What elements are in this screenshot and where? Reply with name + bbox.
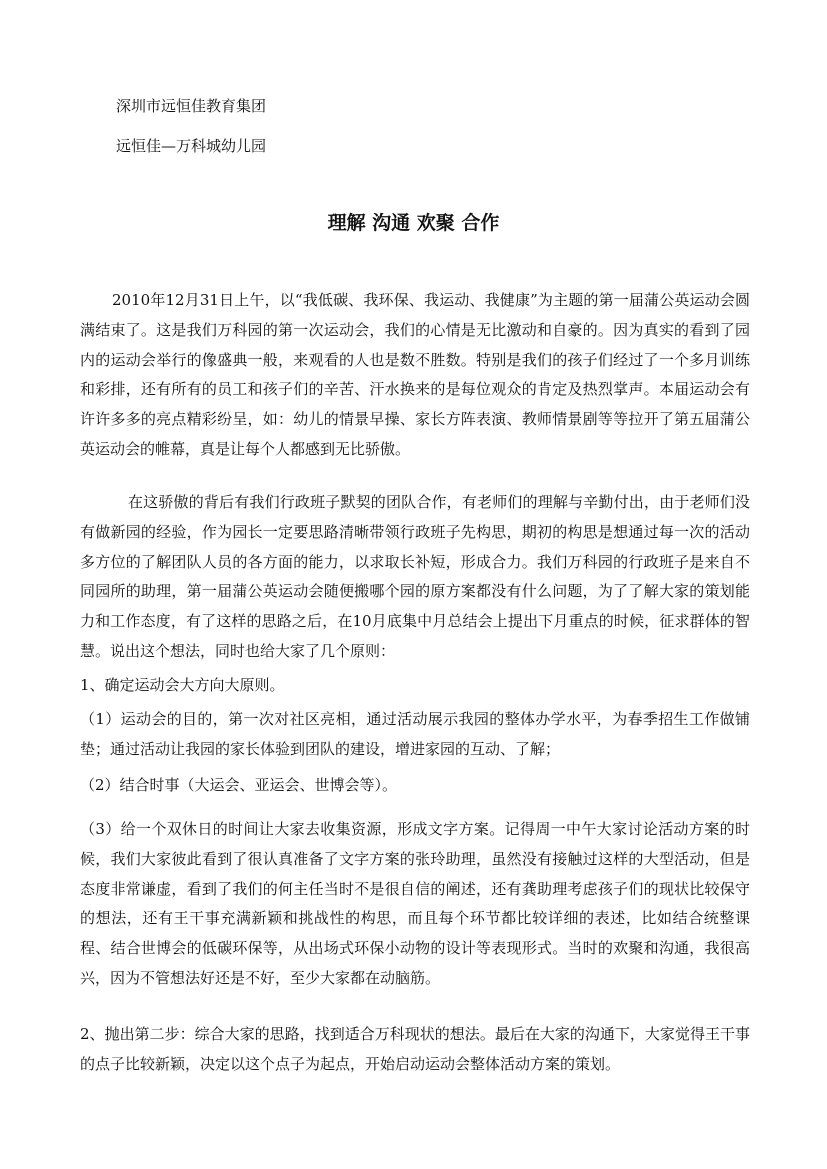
principle-1-item-1: （1）运动会的目的，第一次对社区亮相，通过活动展示我园的整体办学水平，为春季招生工作做铺垫；通过活动让我园的家长体验到团队的建设，增进家园的互动、了解；: [80, 710, 750, 758]
document-title: 理解 沟通 欢聚 合作: [327, 212, 500, 234]
principle-2-paragraph: 2、抛出第二步：综合大家的思路，找到适合万科现状的想法。最后在大家的沟通下，大家觉得王干事的点子比较新颖，决定以这个点子为起点，开始启动运动会整体活动方案的策划。: [80, 1025, 750, 1073]
organization-name: 深圳市远恒佳教育集团: [116, 97, 267, 115]
principle-1-item-3: （3）给一个双休日的时间让大家去收集资源，形成文字方案。记得周一中午大家讨论活动方案的时候，我们大家彼此看到了很认真准备了文字方案的张玲助理，虽然没有接触过这样的大型活动，但是态度非常谦虚，看到了我们的何主任当时不是很自信的阐述，还有龚助理考虑孩子们的现状比较保守的想法，还有王干事充满新颖和挑战性的构思，而且每个环节都比较详细的表述，比如结合统整课程、结合世博会的低碳环保等，从出场式环保小动物的设计等表现形式。当时的欢聚和沟通，我很高兴，因为不管想法好还是不好，至少大家都在动脑筋。: [80, 820, 750, 987]
paragraph-teamwork: 在这骄傲的背后有我们行政班子默契的团队合作，有老师们的理解与辛勤付出，由于老师们没有做新园的经验，作为园长一定要思路清晰带领行政班子先构思，期初的构思是想通过每一次的活动多方位的了解团队人员的各方面的能力，以求取长补短，形成合力。我们万科园的行政班子是来自不同园所的助理，第一届蒲公英运动会随便搬哪个园的原方案都没有什么问题，为了了解大家的策划能力和工作态度，有了这样的思路之后，在10月底集中月总结会上提出下月重点的时候，征求群体的智慧。说出这个想法，同时也给大家了几个原则：: [80, 493, 750, 660]
principle-1-heading: 1、确定运动会大方向大原则。: [80, 676, 285, 694]
paragraph-intro: 2010年12月31日上午，以“我低碳、我环保、我运动、我健康”为主题的第一届蒲公英运动会圆满结束了。这是我们万科园的第一次运动会，我们的心情是无比激动和自豪的。因为真实的看到了园内的运动会举行的像盛典一般，来观看的人也是数不胜数。特别是我们的孩子们经过了一个多月训练和彩排，还有所有的员工和孩子们的辛苦、汗水换来的是每位观众的肯定及热烈掌声。本届运动会有许许多多的亮点精彩纷呈，如：幼儿的情景早操、家长方阵表演、教师情景剧等等拉开了第五届蒲公英运动会的帷幕，真是让每个人都感到无比骄傲。: [80, 291, 750, 458]
kindergarten-name: 远恒佳—万科城幼儿园: [116, 137, 267, 155]
principle-1-item-2: （2）结合时事（大运会、亚运会、世博会等）。: [80, 776, 398, 794]
